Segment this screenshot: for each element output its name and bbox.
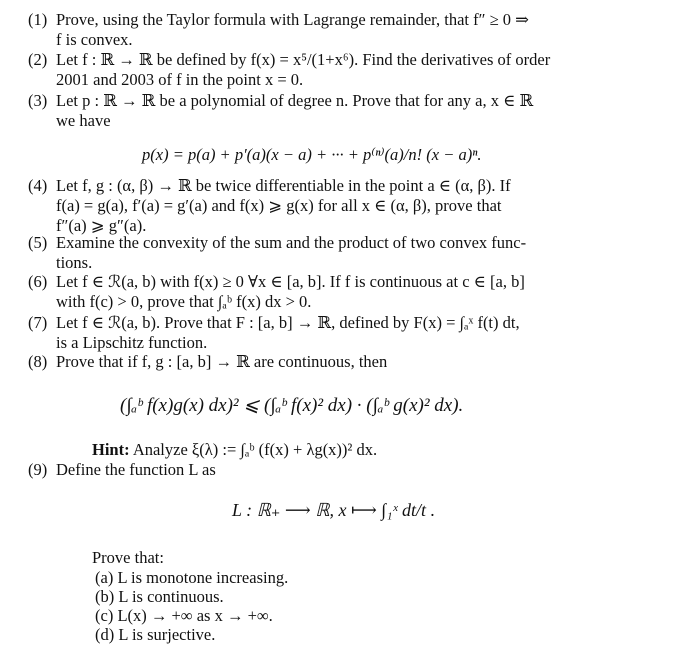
problem-text-line: we have (56, 110, 111, 130)
taylor-polynomial-formula: p(x) = p(a) + p′(a)(x − a) + ··· + p⁽ⁿ⁾(a)/n! (x − a)ⁿ. (142, 145, 482, 164)
problem-9 (28, 460, 676, 480)
problem-7 (28, 313, 676, 353)
problem-number: (5) (28, 233, 48, 252)
problem-text-line: Examine the convexity of the sum and the product of two convex func- (56, 233, 527, 252)
problem-text-line: Let f ∈ ℛ(a, b). Prove that F : [a, b] → ℝ, defined by F(x) = ∫ₐˣ f(t) dt, (56, 313, 520, 332)
problem-text-line: f″(a) ⩾ g″(a). (56, 215, 147, 235)
hint-text: Analyze ξ(λ) := ∫ₐᵇ (f(x) + λg(x))² dx. (132, 440, 378, 459)
problem-8 (28, 352, 676, 372)
problem-text-line: Prove, using the Taylor formula with Lagrange remainder, that f″ ≥ 0 ⇒ (56, 10, 530, 29)
problem-5 (28, 233, 676, 273)
problem-3 (28, 91, 676, 131)
problem-number: (7) (28, 313, 48, 332)
problem-text-line: 2001 and 2003 of f in the point x = 0. (56, 69, 304, 89)
problem-text-line: Prove that if f, g : [a, b] → ℝ are continuous, then (56, 352, 388, 371)
problem-text-line: tions. (56, 252, 93, 272)
problem-text-line: Let f : ℝ → ℝ be defined by f(x) = x⁵/(1+x⁶). Find the derivatives of order (56, 50, 551, 69)
sub-item-b: (b) L is continuous. (95, 587, 224, 606)
problem-4 (28, 176, 676, 235)
problem-number: (6) (28, 272, 48, 291)
problem-number: (4) (28, 176, 48, 195)
sub-item-d: (d) L is surjective. (95, 625, 216, 644)
problem-6 (28, 272, 676, 312)
problem-text-line: f is convex. (56, 29, 133, 49)
problem-text-line: Define the function L as (56, 460, 216, 479)
problem-text-line: f(a) = g(a), f′(a) = g′(a) and f(x) ⩾ g(x) for all x ∈ (α, β), prove that (56, 195, 502, 215)
problem-number: (9) (28, 460, 48, 479)
problem-number: (3) (28, 91, 48, 110)
problem-number: (2) (28, 50, 48, 69)
problem-number: (8) (28, 352, 48, 371)
problem-2 (28, 50, 676, 90)
problem-text-line: Let f, g : (α, β) → ℝ be twice differentiable in the point a ∈ (α, β). If (56, 176, 511, 195)
problem-text-line: Let f ∈ ℛ(a, b) with f(x) ≥ 0 ∀x ∈ [a, b]. If f is continuous at c ∈ [a, b] (56, 272, 525, 291)
sub-item-c: (c) L(x) → +∞ as x → +∞. (95, 606, 273, 625)
sub-item-a: (a) L is monotone increasing. (95, 568, 289, 587)
prove-intro: Prove that: (92, 548, 164, 567)
problem-text-line: is a Lipschitz function. (56, 332, 208, 352)
problem-1 (28, 10, 676, 50)
problem-text-line: with f(c) > 0, prove that ∫ₐᵇ f(x) dx > 0. (56, 291, 312, 311)
problem-text-line: Let p : ℝ → ℝ be a polynomial of degree n. Prove that for any a, x ∈ ℝ (56, 91, 534, 110)
logarithm-definition: L : ℝ₊ ⟶ ℝ, x ⟼ ∫₁ˣ dt/t . (232, 500, 436, 520)
hint-line (92, 440, 377, 460)
hint-label: Hint: (92, 440, 130, 459)
cauchy-schwarz-inequality: (∫ₐᵇ f(x)g(x) dx)² ⩽ (∫ₐᵇ f(x)² dx) · (∫ₐᵇ g(x)² dx). (120, 395, 464, 416)
problem-number: (1) (28, 10, 48, 29)
